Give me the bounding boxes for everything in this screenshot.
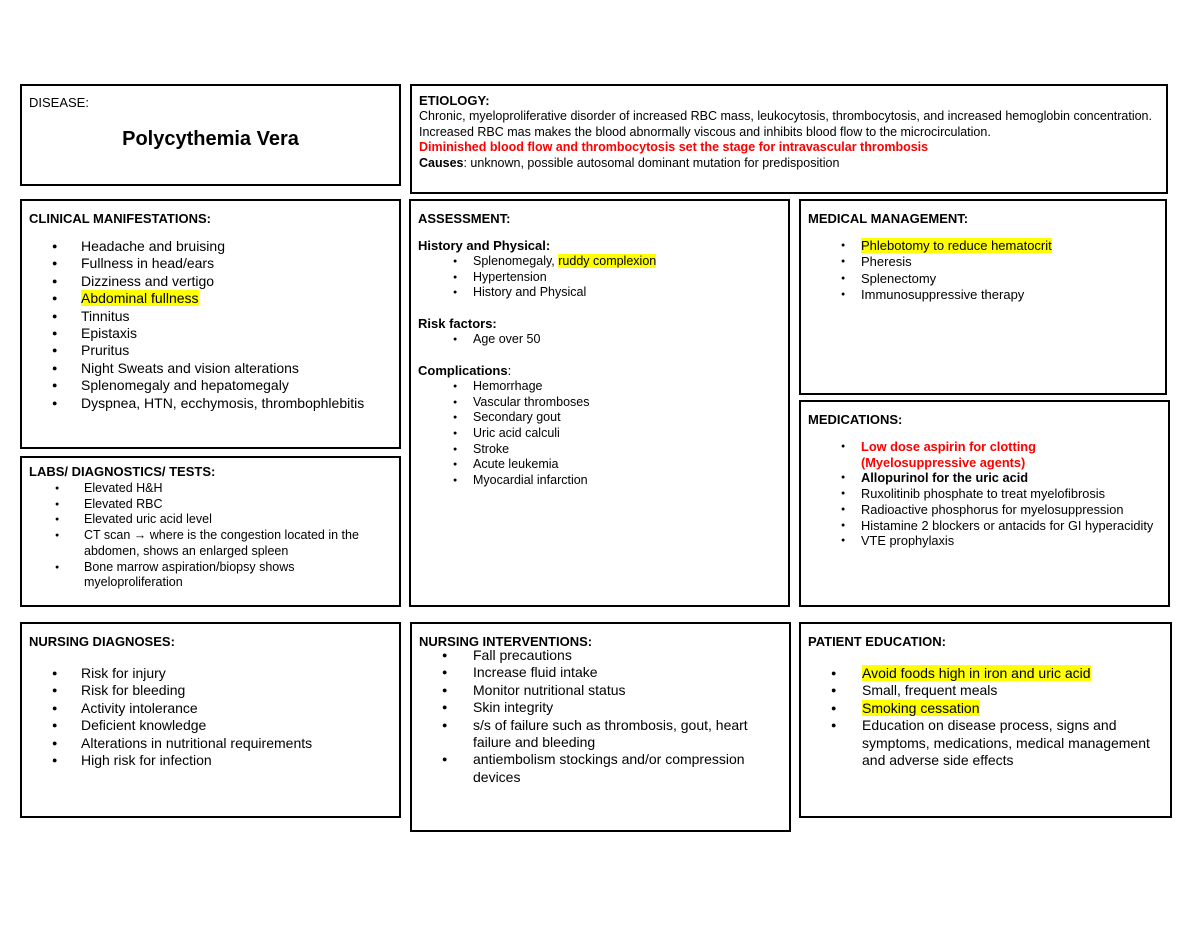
list-item: ● History and Physical <box>420 285 782 301</box>
list-item: ● Pruritus <box>22 342 364 359</box>
list-item: ● antiembolism stockings and/or compression devices <box>412 751 779 786</box>
list-item: ● Splenomegaly, ruddy complexion <box>420 254 782 270</box>
etiology-content <box>419 93 1156 172</box>
list-item: ● Pheresis <box>808 254 1159 270</box>
list-item: ● Epistaxis <box>22 325 364 342</box>
list-item: ● Elevated uric acid level <box>22 512 389 528</box>
list-item: ● Skin integrity <box>412 699 779 716</box>
complications-list <box>420 379 782 489</box>
list-item: ● High risk for infection <box>22 752 312 769</box>
list-item: ● VTE prophylaxis <box>808 533 1160 549</box>
list-item: ● Dyspnea, HTN, ecchymosis, thrombophlebitis <box>22 395 364 412</box>
list-item: ● Avoid foods high in iron and uric acid <box>801 665 1162 682</box>
list-item: ● Risk for injury <box>22 665 312 682</box>
list-item: ● Elevated H&H <box>22 481 389 497</box>
clinical-list <box>22 238 364 412</box>
list-item: ● Age over 50 <box>420 332 782 348</box>
education-header: PATIENT EDUCATION: <box>808 634 946 649</box>
list-item: ● Increase fluid intake <box>412 664 779 681</box>
assessment-header: ASSESSMENT: <box>418 211 511 226</box>
list-item: ● Bone marrow aspiration/biopsy shows myeloproliferation <box>22 560 389 591</box>
nursing-dx-list <box>22 665 312 769</box>
medications-list <box>808 439 1160 549</box>
list-item: ● Headache and bruising <box>22 238 364 255</box>
risk-label: Risk factors: <box>418 316 497 332</box>
list-item: ● Tinnitus <box>22 308 364 325</box>
disease-label: DISEASE: <box>29 95 89 110</box>
list-item: ● Deficient knowledge <box>22 717 312 734</box>
list-item: ● Hypertension <box>420 270 782 286</box>
list-item: ● Stroke <box>420 442 782 458</box>
list-item: ● Low dose aspirin for clotting (Myelosuppressive agents) <box>808 439 1160 470</box>
assessment-box <box>409 199 790 607</box>
nursing-interventions-box <box>410 622 791 832</box>
labs-list <box>22 481 389 591</box>
assessment-content <box>418 238 782 489</box>
etiology-causes <box>419 156 1156 172</box>
etiology-emphasis: Diminished blood flow and thrombocytosis set the stage for intravascular thrombosis <box>419 140 929 155</box>
medical-list <box>808 238 1159 303</box>
labs-header: LABS/ DIAGNOSTICS/ TESTS: <box>29 464 216 479</box>
list-item: ● Alterations in nutritional requirements <box>22 735 312 752</box>
list-item: ● Phlebotomy to reduce hematocrit <box>808 238 1159 254</box>
interventions-list <box>412 647 779 786</box>
list-item: ● Histamine 2 blockers or antacids for GI hyperacidity <box>808 518 1160 534</box>
medical-management-box <box>799 199 1167 395</box>
list-item: ● Fall precautions <box>412 647 779 664</box>
education-list <box>801 665 1162 769</box>
list-item: ● Education on disease process, signs and symptoms, medications, medical management and adverse side effects <box>801 717 1162 769</box>
labs-box <box>20 456 401 607</box>
history-label: History and Physical: <box>418 238 551 253</box>
list-item: ● Dizziness and vertigo <box>22 273 364 290</box>
list-item: ● Activity intolerance <box>22 700 312 717</box>
list-item: ● Uric acid calculi <box>420 426 782 442</box>
nursing-dx-header: NURSING DIAGNOSES: <box>29 634 175 649</box>
list-item: ● Elevated RBC <box>22 497 389 513</box>
etiology-header: ETIOLOGY: <box>419 93 490 108</box>
risk-list <box>420 332 782 348</box>
list-item: ● Fullness in head/ears <box>22 255 364 272</box>
list-item: ● Splenectomy <box>808 271 1159 287</box>
list-item: ● Risk for bleeding <box>22 682 312 699</box>
list-item: ● Hemorrhage <box>420 379 782 395</box>
list-item: ● Vascular thromboses <box>420 395 782 411</box>
list-item: ● Immunosuppressive therapy <box>808 287 1159 303</box>
interventions-header: NURSING INTERVENTIONS: <box>419 634 593 649</box>
list-item: ● Allopurinol for the uric acid <box>808 470 1160 486</box>
etiology-description: Chronic, myeloproliferative disorder of increased RBC mass, leukocytosis, thrombocytosis, and increased hemoglobin concentration. Increased RBC mas makes the blood abnormally viscous and inhibits blood flow to the microcirculation. <box>419 108 1152 139</box>
disease-box <box>20 84 401 186</box>
causes-text: : unknown, possible autosomal dominant mutation for predisposition <box>463 156 840 171</box>
list-item: ● Splenomegaly and hepatomegaly <box>22 377 364 394</box>
list-item: ● Ruxolitinib phosphate to treat myelofibrosis <box>808 486 1160 502</box>
list-item: ● Myocardial infarction <box>420 473 782 489</box>
list-item: ● s/s of failure such as thrombosis, gout, heart failure and bleeding <box>412 717 779 752</box>
nursing-diagnoses-box <box>20 622 401 818</box>
complications-label: Complications: <box>418 362 512 378</box>
clinical-manifestations-box <box>20 199 401 449</box>
history-list <box>420 254 782 301</box>
patient-education-box <box>799 622 1172 818</box>
medications-header: MEDICATIONS: <box>808 412 903 427</box>
list-item: ● CT scan → where is the congestion located in the abdomen, shows an enlarged spleen <box>22 528 389 559</box>
medications-box <box>799 400 1170 607</box>
list-item: ● Night Sweats and vision alterations <box>22 360 364 377</box>
list-item: ● Smoking cessation <box>801 700 1162 717</box>
disease-name: Polycythemia Vera <box>122 128 299 150</box>
list-item: ● Secondary gout <box>420 410 782 426</box>
list-item: ● Abdominal fullness <box>22 290 364 307</box>
causes-label: Causes <box>419 156 464 171</box>
etiology-box <box>410 84 1168 194</box>
list-item: ● Small, frequent meals <box>801 682 1162 699</box>
clinical-header: CLINICAL MANIFESTATIONS: <box>29 211 211 226</box>
list-item: ● Radioactive phosphorus for myelosuppression <box>808 502 1160 518</box>
list-item: ● Monitor nutritional status <box>412 682 779 699</box>
list-item: ● Acute leukemia <box>420 457 782 473</box>
medical-header: MEDICAL MANAGEMENT: <box>808 211 969 226</box>
